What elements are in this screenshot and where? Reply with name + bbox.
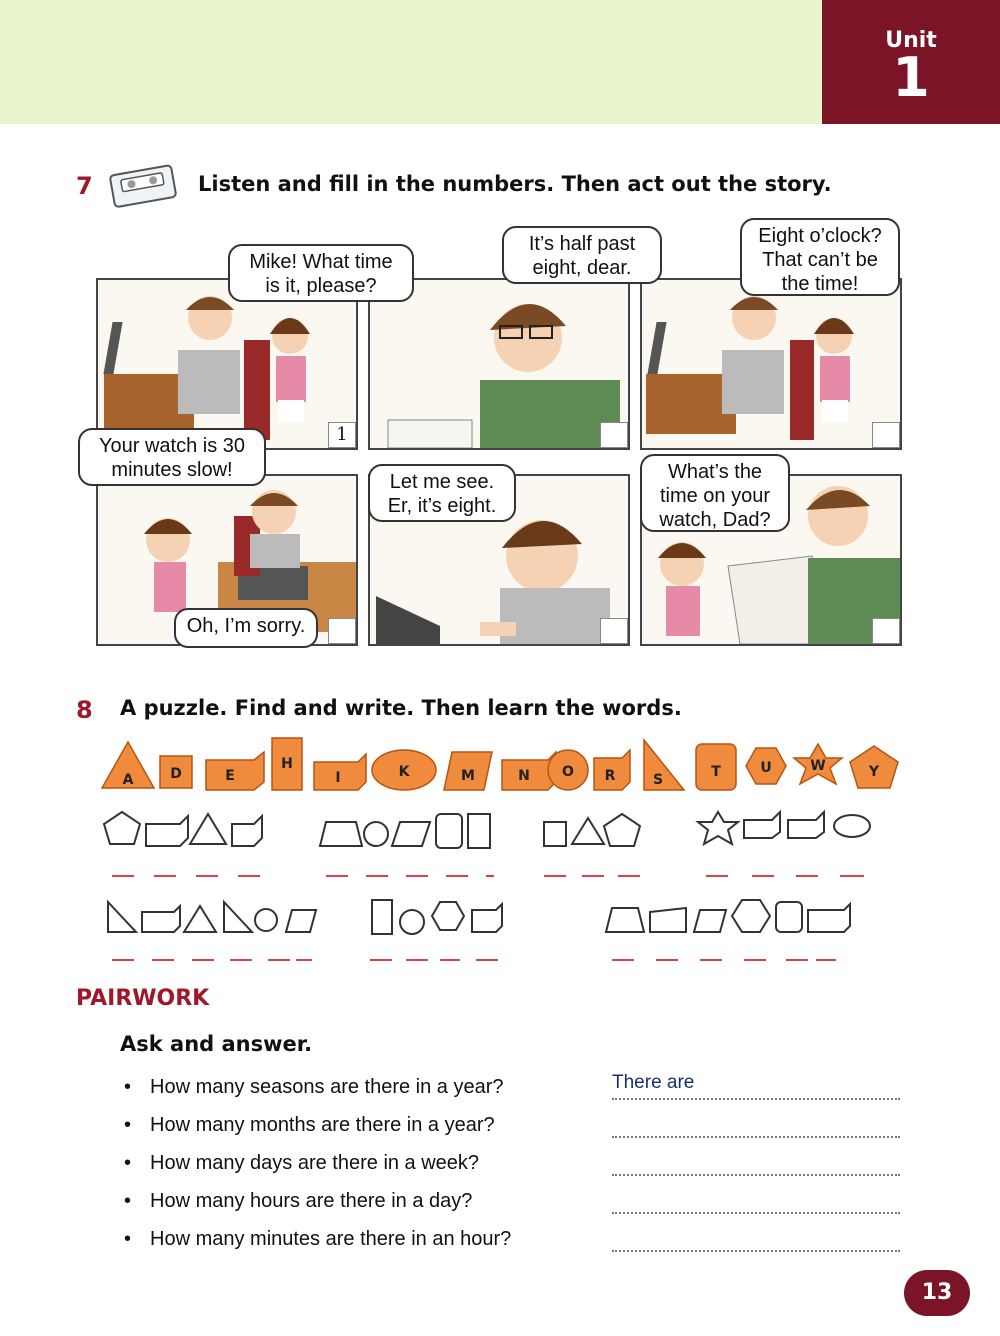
key-letter-y: Y	[868, 764, 880, 780]
answer-dashes-row-2	[100, 950, 900, 970]
puzzle-row-2	[100, 896, 900, 940]
number-box-3[interactable]	[872, 422, 900, 448]
puzzle-key-row	[100, 736, 900, 794]
key-letter-i: I	[335, 770, 341, 786]
key-letter-r: R	[604, 768, 616, 784]
panel-1-illustration	[98, 280, 356, 448]
bullet: •	[124, 1228, 132, 1250]
comic-panel-2	[368, 278, 630, 450]
key-cube-e	[206, 752, 264, 790]
speech-bubble-4: Your watch is 30 minutes slow!	[78, 428, 266, 486]
speech-bubble-2: It’s half past eight, dear.	[502, 226, 662, 284]
bullet: •	[124, 1114, 132, 1136]
answer-line-5[interactable]	[612, 1224, 900, 1252]
key-right-triangle-s	[644, 740, 684, 790]
key-letter-a: A	[122, 772, 134, 788]
key-letter-s: S	[652, 772, 664, 788]
speech-bubble-7: What’s the time on your watch, Dad?	[640, 454, 790, 532]
bullet: •	[124, 1152, 132, 1174]
answer-dashes-row-1	[100, 866, 900, 886]
key-letter-w: W	[810, 758, 826, 774]
speech-bubble-6: Let me see. Er, it’s eight.	[368, 464, 516, 522]
speech-bubble-5: Oh, I’m sorry.	[174, 608, 318, 648]
question-4	[124, 1190, 472, 1213]
unit-number: 1	[892, 46, 930, 109]
bullet: •	[124, 1190, 132, 1212]
exercise-7-number: 7	[76, 172, 93, 200]
comic-panel-3	[640, 278, 902, 450]
question-5	[124, 1228, 511, 1251]
answer-line-2[interactable]	[612, 1110, 900, 1138]
key-letter-o: O	[562, 764, 574, 780]
question-1	[124, 1076, 504, 1099]
question-3	[124, 1152, 479, 1175]
speech-bubble-3: Eight o’clock? That can’t be the time!	[740, 218, 900, 296]
question-text: How many days are there in a week?	[150, 1152, 480, 1174]
pairwork-subtitle: Ask and answer.	[120, 1032, 313, 1056]
number-box-4[interactable]	[328, 618, 356, 644]
number-box-1[interactable]: 1	[328, 422, 356, 448]
unit-tab	[822, 0, 1000, 124]
unit-label: Unit	[885, 28, 937, 53]
comic-panel-1	[96, 278, 358, 450]
answer-hint: There are	[612, 1072, 695, 1093]
number-box-6[interactable]	[872, 618, 900, 644]
number-box-5[interactable]	[600, 618, 628, 644]
number-box-2[interactable]	[600, 422, 628, 448]
header-band	[0, 0, 822, 124]
bullet: •	[124, 1076, 132, 1098]
key-letter-u: U	[760, 760, 772, 776]
key-letter-k: K	[398, 764, 410, 780]
key-letter-m: M	[461, 768, 475, 784]
question-text: How many seasons are there in a year?	[150, 1076, 504, 1098]
key-letter-d: D	[170, 766, 182, 782]
key-letter-e: E	[225, 768, 235, 784]
panel-3-illustration	[642, 280, 900, 448]
key-letter-t: T	[711, 764, 721, 780]
speech-bubble-1: Mike! What time is it, please?	[228, 244, 414, 302]
question-text: How many months are there in a year?	[150, 1114, 495, 1136]
question-text: How many hours are there in a day?	[150, 1190, 473, 1212]
exercise-7-title: Listen and fill in the numbers. Then act out the story.	[198, 172, 832, 196]
question-text: How many minutes are there in an hour?	[150, 1228, 512, 1250]
key-letter-n: N	[518, 768, 530, 784]
answer-line-1[interactable]	[612, 1072, 900, 1100]
exercise-8-title: A puzzle. Find and write. Then learn the words.	[120, 696, 682, 720]
cassette-icon	[108, 164, 180, 208]
question-2	[124, 1114, 495, 1137]
page-number: 13	[904, 1270, 970, 1316]
panel-2-illustration	[370, 280, 628, 448]
key-letter-h: H	[281, 756, 293, 772]
exercise-8-number: 8	[76, 696, 93, 724]
puzzle-row-1	[100, 806, 900, 854]
answer-line-4[interactable]	[612, 1186, 900, 1214]
pairwork-title: PAIRWORK	[76, 986, 210, 1011]
answer-line-3[interactable]	[612, 1148, 900, 1176]
